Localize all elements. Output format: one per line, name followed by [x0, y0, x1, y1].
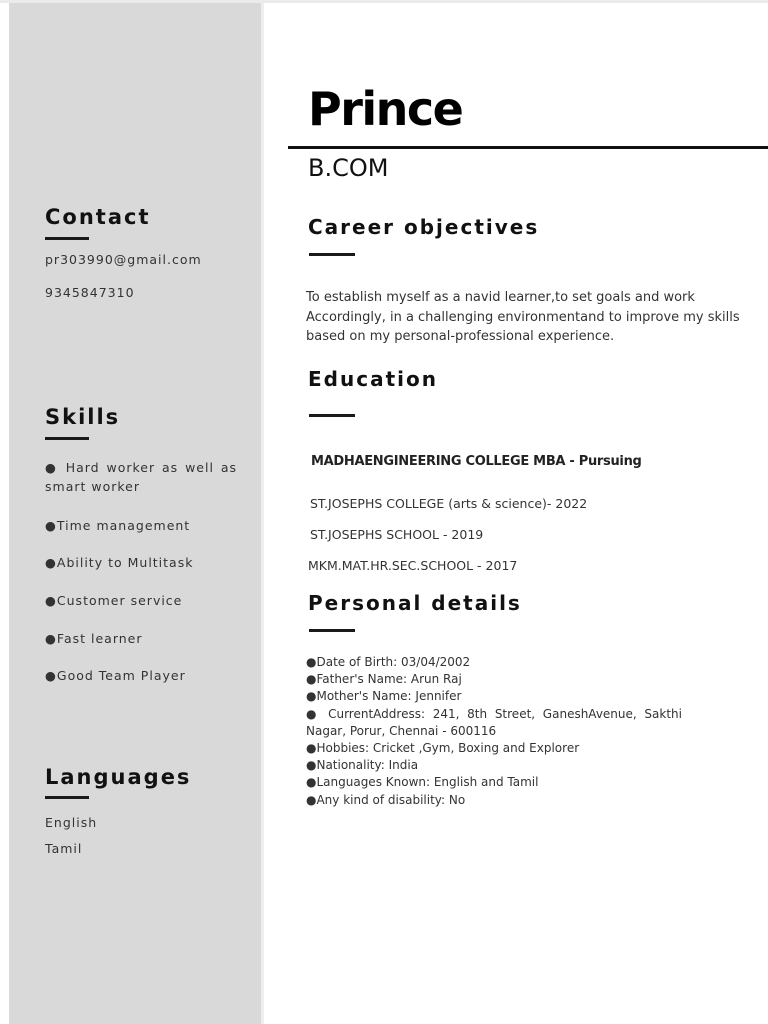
resume-sidebar — [9, 3, 264, 1024]
contact-phone: 9345847310 — [45, 285, 135, 300]
personal-heading: Personal details — [308, 591, 522, 615]
personal-underline — [309, 629, 355, 632]
education-item: MKM.MAT.HR.SEC.SCHOOL - 2017 — [308, 558, 518, 573]
personal-details-list — [306, 654, 682, 809]
education-item: ST.JOSEPHS COLLEGE (arts & science)- 2022 — [310, 496, 588, 511]
personal-item: ●Hobbies: Cricket ,Gym, Boxing and Explorer — [306, 741, 580, 756]
skill-item: ●Good Team Player — [45, 668, 186, 683]
contact-heading: Contact — [45, 205, 151, 229]
skill-item: ●Time management — [45, 518, 191, 533]
languages-underline — [45, 796, 89, 799]
personal-item: ●Father's Name: Arun Raj — [306, 672, 462, 687]
language-item: English — [45, 815, 98, 830]
education-item: ST.JOSEPHS SCHOOL - 2019 — [310, 527, 484, 542]
contact-underline — [45, 237, 89, 240]
skill-item: ●Ability to Multitask — [45, 555, 194, 570]
personal-item: ●Date of Birth: 03/04/2002 — [306, 655, 471, 669]
personal-item: ●Languages Known: English and Tamil — [306, 775, 539, 790]
personal-item: ●Any kind of disability: No — [306, 792, 466, 807]
resume-degree: B.COM — [308, 154, 389, 182]
skill-item: ●Fast learner — [45, 631, 143, 646]
language-item: Tamil — [45, 841, 83, 856]
skill-item: ● Hard worker as well as smart worker — [45, 460, 237, 494]
resume-name: Prince — [308, 82, 463, 136]
languages-heading: Languages — [45, 765, 192, 789]
education-heading: Education — [308, 367, 438, 391]
personal-item-address: ● CurrentAddress: 241, 8th Street, GaneshAvenue, Sakthi Nagar, Porur, Chennai - 600116 — [306, 706, 682, 738]
personal-item: ●Nationality: India — [306, 758, 419, 773]
name-divider — [288, 146, 768, 149]
career-heading: Career objectives — [308, 215, 540, 239]
education-item: MADHAENGINEERING COLLEGE MBA - Pursuing — [311, 454, 642, 469]
education-underline — [309, 414, 355, 417]
skills-underline — [45, 437, 89, 440]
career-underline — [309, 253, 355, 256]
personal-item: ●Mother's Name: Jennifer — [306, 689, 462, 704]
skill-item: ●Customer service — [45, 593, 183, 608]
contact-email: pr303990@gmail.com — [45, 252, 202, 267]
skills-heading: Skills — [45, 405, 121, 429]
career-objective-text: To establish myself as a navid learner,to set goals and work Accordingly, in a challenging environmentand to improve my skills based on my personal-professional experience. — [306, 290, 740, 344]
